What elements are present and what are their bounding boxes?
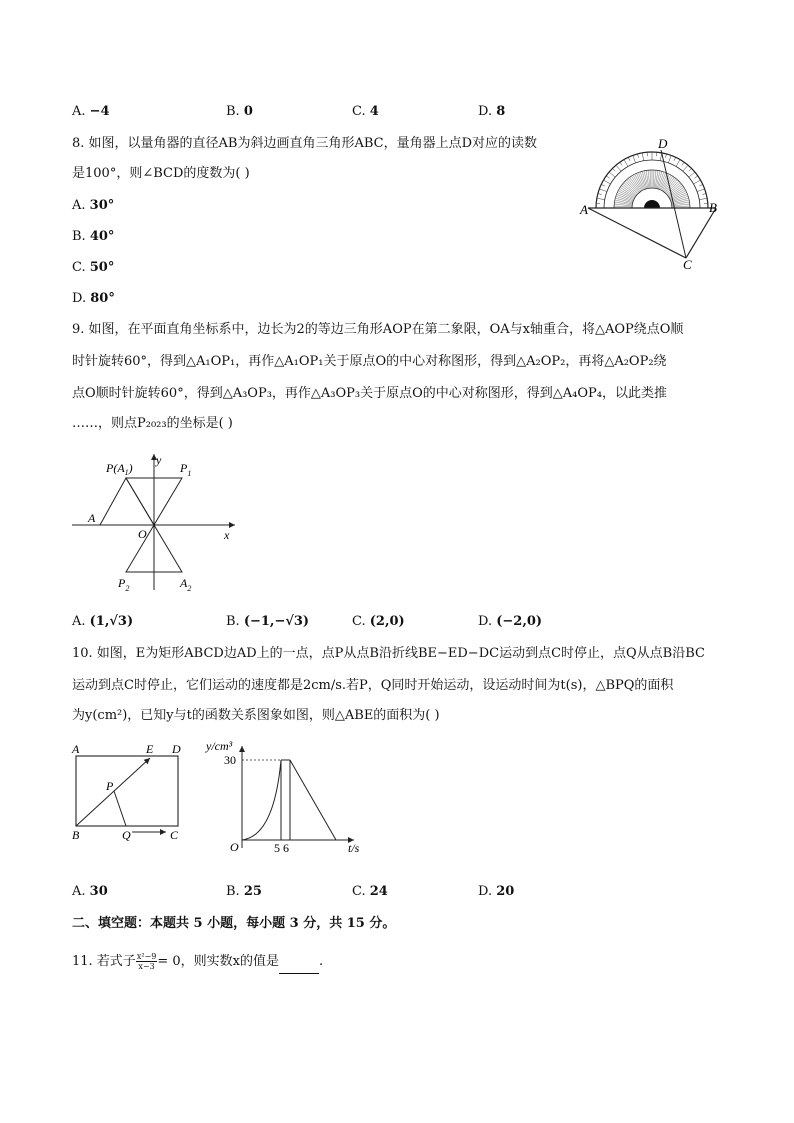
label-p: P bbox=[106, 779, 114, 793]
label-d: D bbox=[172, 742, 181, 756]
q9-stem-line1: 9. 如图，在平面直角坐标系中，边长为2的等边三角形AOP在第二象限，OA与x轴重合，将△AOP绕点O顺 bbox=[72, 322, 684, 337]
label-o: O bbox=[138, 527, 147, 541]
q8-option-d[interactable]: D. 80° bbox=[72, 291, 115, 306]
tick-mark bbox=[689, 172, 695, 177]
tick-mark bbox=[599, 189, 607, 192]
q10-stem-line2: 运动到点C时停止，它们运动的速度都是2cm/s.若P，Q同时开始运动，设运动时间为t(s)，△BPQ的面积 bbox=[72, 678, 674, 693]
q10-option-a[interactable]: A. 30 bbox=[72, 884, 108, 899]
label-ticks: 5 6 bbox=[274, 841, 289, 855]
tick-mark bbox=[642, 153, 643, 161]
q9-stem-line3: 点O顺时针旋转60°，得到△A₃OP₃，再作△A₃OP₃关于原点O的中心对称图形，得到△A₄OP₄，以此类推 bbox=[72, 386, 667, 401]
tick-mark bbox=[624, 160, 628, 167]
q11-stem bbox=[72, 950, 323, 974]
tick-mark bbox=[598, 194, 602, 195]
tick-mark bbox=[665, 154, 666, 158]
tick-mark bbox=[612, 168, 615, 171]
tick-mark bbox=[597, 198, 605, 199]
q10-stem-line1: 10. 如图，E为矩形ABCD边AD上的一点，点P从点B沿折线BE−ED−DC运动到点C时停止，点Q从点B沿BC bbox=[72, 646, 705, 661]
label-c: C bbox=[170, 828, 179, 842]
q7-option-a[interactable]: A. −4 bbox=[72, 104, 110, 119]
q9-option-d[interactable]: D. (−2,0) bbox=[478, 614, 543, 629]
q9-option-c[interactable]: C. (2,0) bbox=[352, 614, 405, 629]
section-heading-fill-in: 二、填空题：本题共 5 小题，每小题 3 分，共 15 分。 bbox=[72, 916, 396, 931]
q9-stem-line2: 时针旋转60°，得到△A₁OP₁，再作△A₁OP₁关于原点O的中心对称图形，得到△A₂OP₂，再将△A₂OP₂绕 bbox=[72, 354, 667, 369]
tick-mark bbox=[683, 165, 688, 171]
q9-stem-line4: ……，则点P₂₀₂₃的坐标是( ) bbox=[72, 416, 233, 431]
tick-mark bbox=[674, 157, 676, 161]
q8-stem-line1: 8. 如图，以量角器的直径AB为斜边画直角三角形ABC，量角器上点D对应的读数 bbox=[72, 136, 538, 151]
rectangle-abcd bbox=[76, 756, 178, 826]
label-p2: $P_2$ bbox=[118, 576, 130, 593]
triangle-aop bbox=[100, 478, 154, 525]
tick-mark bbox=[694, 180, 701, 184]
q10-option-d[interactable]: D. 20 bbox=[478, 884, 515, 899]
label-a2: $A_2$ bbox=[180, 576, 192, 593]
label-p1: $P_1$ bbox=[180, 461, 192, 478]
tick-mark bbox=[616, 165, 621, 171]
label-x: x bbox=[224, 528, 230, 542]
q10-rectangle-figure bbox=[70, 740, 190, 844]
tick-mark bbox=[606, 176, 609, 178]
label-b: B bbox=[72, 828, 80, 842]
tick-mark bbox=[697, 189, 705, 192]
tick-mark bbox=[601, 184, 605, 186]
tick-mark bbox=[638, 154, 639, 158]
q8-option-c[interactable]: C. 50° bbox=[72, 260, 115, 275]
q8-option-b[interactable]: B. 40° bbox=[72, 229, 115, 244]
q8-option-a[interactable]: A. 30° bbox=[72, 198, 115, 213]
q11-answer-blank[interactable] bbox=[279, 961, 319, 974]
curve-segment bbox=[242, 760, 281, 840]
q10-option-b[interactable]: B. 25 bbox=[226, 884, 262, 899]
label-d: D bbox=[658, 136, 668, 151]
label-a: A bbox=[72, 742, 80, 756]
tick-mark bbox=[682, 162, 684, 165]
q11-end: . bbox=[318, 954, 324, 969]
label-a: A bbox=[580, 202, 588, 217]
q10-function-graph bbox=[204, 736, 380, 856]
label-b: B bbox=[709, 200, 717, 215]
side-bc bbox=[686, 208, 716, 258]
label-30: 30 bbox=[224, 753, 236, 767]
q11-mid: = 0，则实数x的值是 bbox=[157, 954, 279, 969]
label-q: Q bbox=[122, 828, 131, 842]
label-o: O bbox=[230, 840, 239, 854]
tick-mark bbox=[628, 157, 630, 161]
side-ac bbox=[588, 208, 686, 258]
tick-mark bbox=[695, 176, 698, 178]
segment-pq bbox=[114, 791, 126, 826]
decreasing-segment bbox=[290, 760, 336, 840]
q11-prefix: 11. 若式子 bbox=[72, 954, 136, 969]
tick-mark bbox=[689, 168, 692, 171]
label-e: E bbox=[146, 742, 154, 756]
tick-mark bbox=[633, 155, 636, 163]
tick-mark bbox=[702, 194, 706, 195]
label-c: C bbox=[683, 257, 692, 272]
tick-mark bbox=[668, 155, 671, 163]
tick-mark bbox=[604, 180, 611, 184]
tick-mark bbox=[699, 184, 703, 186]
q7-option-d[interactable]: D. 8 bbox=[478, 104, 506, 119]
label-p-a1: $P(A_1)$ bbox=[106, 461, 133, 477]
q9-option-a[interactable]: A. (1,√3) bbox=[72, 614, 134, 629]
tick-mark bbox=[609, 172, 615, 177]
tick-mark bbox=[676, 160, 680, 167]
q10-option-c[interactable]: C. 24 bbox=[352, 884, 388, 899]
q9-option-b[interactable]: B. (−1,−√3) bbox=[226, 614, 310, 629]
label-t: t/s bbox=[348, 841, 360, 855]
label-a: A bbox=[88, 511, 96, 525]
q8-protractor-figure bbox=[578, 132, 728, 272]
tick-mark bbox=[699, 198, 707, 199]
q7-option-b[interactable]: B. 0 bbox=[226, 104, 253, 119]
label-y: y bbox=[156, 453, 162, 467]
q8-stem-line2: 是100°，则∠BCD的度数为( ) bbox=[72, 166, 250, 181]
q11-fraction: $\frac{\text{x²−9}}{x-3}$ bbox=[136, 952, 157, 971]
label-ylabel: y/cm³ bbox=[206, 739, 233, 753]
tick-mark bbox=[620, 162, 622, 165]
q7-option-c[interactable]: C. 4 bbox=[352, 104, 379, 119]
q10-stem-line3: 为y(cm²)，已知y与t的函数关系图象如图，则△ABE的面积为( ) bbox=[72, 708, 440, 723]
q9-coordinate-figure bbox=[70, 450, 250, 598]
